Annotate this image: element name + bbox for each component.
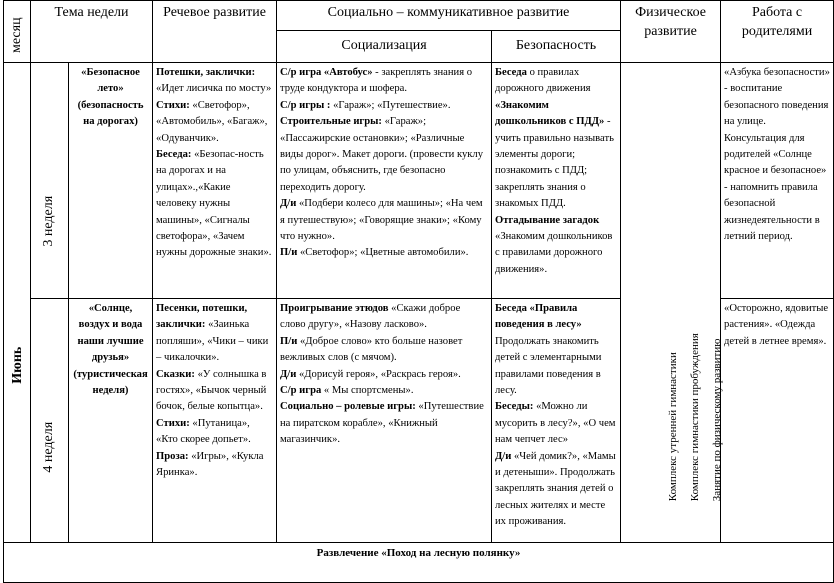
cell-entry [156,416,273,449]
cell-entry [495,449,617,531]
entry-text: «Скажи доброе слово другу», «Назову ласково». [280,303,461,331]
physical-item-2: Занятие по физическому развитию [710,338,723,502]
entry-text: «Игры», «Кукла Яринка». [156,450,264,479]
entry-text: «У солнышка в гостях», «Бычок черный бочок, белые копытца». [156,368,267,413]
entry-text: «Знакомим дошкольников с правилами дорожного движения». [495,231,613,275]
physical-cell [621,63,721,543]
entry-bold: С/р игры : [280,99,334,111]
week-4-speech [153,299,277,543]
header-safety: Безопасность [492,31,621,63]
week-3-social [277,63,492,299]
entry-bold: «Знакомим дошкольников с ПДД» [495,99,605,128]
entry-text: «Светофор»; «Цветные автомобили». [299,247,469,259]
physical-item-0: Комплекс утренней гимнастики [666,352,679,502]
entry-text: Продолжать знакомить детей с элементарными правилами поведения в лесу. [495,335,602,397]
cell-entry [156,367,273,416]
entry-text: «Путешествие на пиратском корабле», «Книжный магазинчик». [280,401,484,446]
header-month: месяц [4,1,31,63]
cell-entry [156,449,273,482]
entry-bold: Отгадывание загадок [495,214,600,226]
entry-bold: Беседа [495,67,530,78]
header-parents: Работа с родителями [721,1,834,63]
cell-entry [280,245,488,261]
header-social: Социально – коммуникативное развитие [277,1,621,31]
entry-text: «Идет лисичка по мосту» [156,83,272,95]
entry-bold: Беседа «Правила поведения в лесу» [495,303,582,331]
entry-bold: Беседы: [495,401,537,413]
cell-entry [156,301,273,367]
entry-bold: Д/и [280,198,299,210]
header-socialization: Социализация [277,31,492,63]
entry-text: «Дорисуй героя», «Раскрась героя». [299,368,461,380]
cell-entry [280,301,488,334]
entry-bold: Беседа: [156,149,195,161]
entry-text: «Можно ли мусорить в лесу?», «О чем нам чепчет лес» [495,401,616,446]
header-theme: Тема недели [31,1,153,63]
week-4-social [277,299,492,543]
header-physical: Физическое развитие [621,1,721,63]
entry-text: «Безопас-ность на дорогах и на улицах».,«Какие человеку нужны машины», «Сигналы светофора», «Зачем нужны дорожные знаки». [156,149,272,259]
week-3-theme: «Безопасное лето» (безопасность на дорогах) [69,63,153,299]
entry-bold: Д/и [280,368,299,380]
entry-text: - закреплять знания о труде кондуктора и шофера. [280,67,473,95]
cell-entry [495,213,617,279]
month-cell: Июнь [4,63,31,543]
footer-entertainment: Развлечение «Поход на лесную полянку» [4,543,834,583]
physical-item-1: Комплекс гимнастики пробуждения [688,333,701,502]
cell-entry [156,98,273,147]
entry-bold: П/и [280,335,300,347]
cell-entry [156,65,273,98]
entry-bold: Социально – ролевые игры: [280,401,419,413]
cell-entry [280,114,488,196]
entry-bold: Д/и [495,450,514,462]
entry-text: «Светофор», «Автомобиль», «Багаж», «Одуванчик». [156,99,268,144]
week-4-parents: «Осторожно, ядовитые растения». «Одежда детей в летнее время». [721,299,834,543]
week-4-label: 4 неделя [31,299,69,543]
entry-bold: Песенки, потешки, заклички: [156,303,248,331]
cell-entry [280,367,488,383]
cell-entry [495,399,617,448]
entry-text: - учить правильно называть элементы дороги; познакомить с ПДД; закреплять знания о знакомых ПДД. [495,116,614,210]
week-3-safety [492,63,621,299]
entry-bold: Сказки: [156,368,198,380]
entry-text: «Подбери колесо для машины»; «На чем я путешествую»; «Говорящие знаки»; «Кому что нужно». [280,198,483,243]
cell-entry [280,383,488,399]
cell-entry [280,399,488,448]
week-3-speech [153,63,277,299]
entry-text: «Доброе слово» кто больше назовет вежливых слов (с мячом). [280,335,463,364]
entry-bold: С/р игра [280,385,324,397]
cell-entry [280,65,488,98]
week-3-parents: «Азбука безопасности» - воспитание безопасного поведения на улице. Консультация для родителей «Солнце красное и безопасное» - напомнить правила безопасной жизнедеятельности в летний период. [721,63,834,299]
entry-text: «Чей домик?», «Мамы и детеныши». Продолжать закреплять знания детей о лесных жителях и месте их проживания. [495,450,616,528]
cell-entry [495,98,617,213]
entry-bold: Проза: [156,450,192,462]
plan-table [3,0,834,583]
week-4-safety [492,299,621,543]
cell-entry [156,147,273,262]
entry-bold: П/и [280,247,300,259]
entry-text: о правилах дорожного движения [495,67,591,95]
entry-text: « Мы спортсмены». [323,385,414,397]
entry-text: «Заинька попляши», «Чики – чики – чикалочки». [156,319,269,364]
entry-text: «Гараж»; «Пассажирские остановки»; «Различные виды дорог». Макет дороги. (провести куклу по улицам, объяснить, где безопасно переходить дорогу. [280,116,484,193]
cell-entry [495,301,617,399]
cell-entry [280,98,488,114]
cell-entry [280,196,488,245]
entry-text: «Путаница», «Кто скорее допьет». [156,417,251,446]
entry-bold: Стихи: [156,417,193,429]
entry-bold: Потешки, заклички: [156,67,256,78]
entry-bold: С/р игра «Автобус» [280,67,373,78]
entry-bold: Строительные игры: [280,116,385,128]
cell-entry [495,65,617,98]
entry-bold: Стихи: [156,99,193,111]
week-3-label: 3 неделя [31,63,69,299]
cell-entry [280,334,488,367]
week-4-theme: «Солнце, воздух и вода наши лучшие друзья» (туристическая неделя) [69,299,153,543]
header-speech: Речевое развитие [153,1,277,63]
entry-bold: Проигрывание этюдов [280,303,392,314]
entry-text: «Гараж»; «Путешествие». [333,99,451,111]
